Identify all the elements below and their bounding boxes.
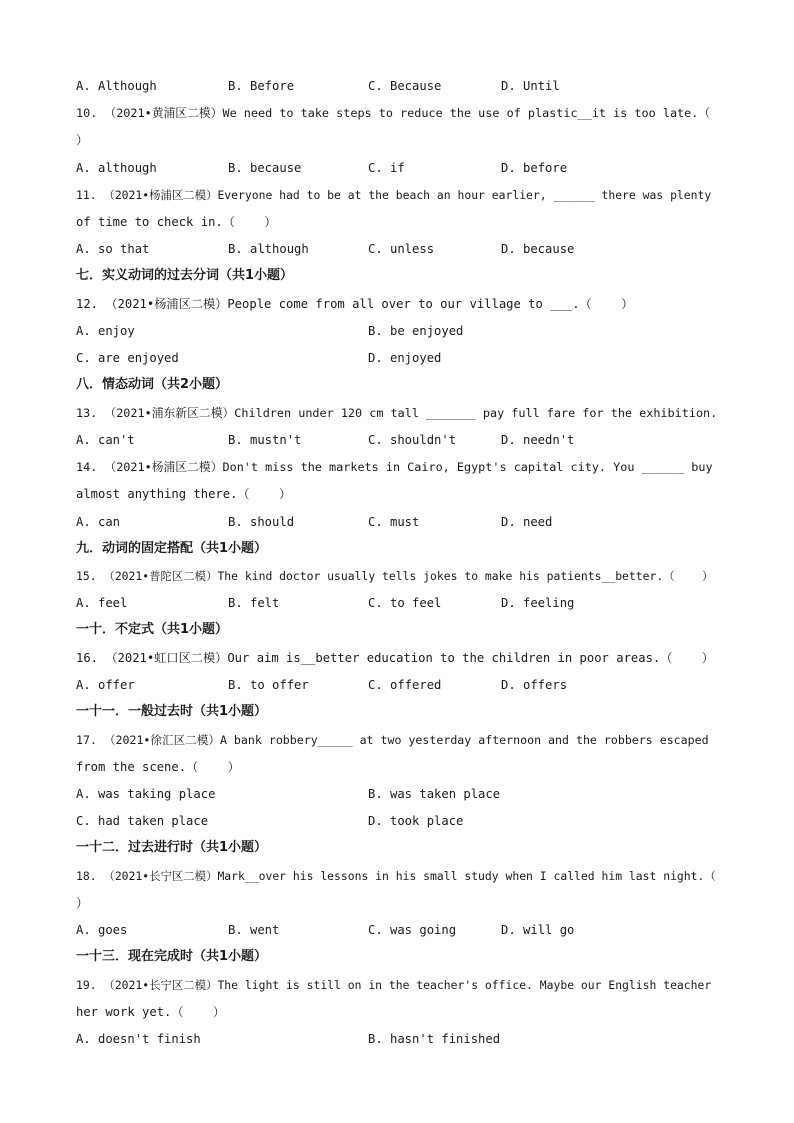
q17-stem-line2: from the scene.（ ）	[76, 760, 240, 774]
q16-option-b: B. to offer	[228, 678, 309, 692]
q17-option-a: A. was taking place	[76, 787, 216, 801]
section-heading-7: 七．实义动词的过去分词（共1小题）	[76, 268, 294, 283]
q13-option-a: A. can't	[76, 433, 135, 447]
q12-option-d: D. enjoyed	[368, 351, 442, 365]
q9-option-b: B. Before	[228, 79, 295, 93]
q14-option-b: B. should	[228, 515, 295, 529]
q15-stem-line1: 15. （2021•普陀区二模）The kind doctor usually tells jokes to make his patients__better.（ ）	[76, 569, 714, 583]
q16-option-d: D. offers	[501, 678, 568, 692]
section-heading-8: 八．情态动词（共2小题）	[76, 377, 229, 392]
q9-option-d: D. Until	[501, 79, 560, 93]
section-heading-10: 一十．不定式（共1小题）	[76, 622, 229, 637]
q11-stem-line2: of time to check in.（ ）	[76, 215, 277, 229]
q10-option-d: D. before	[501, 161, 568, 175]
q12-stem-line1: 12. （2021•杨浦区二模）People come from all over to our village to ___.（ ）	[76, 297, 634, 311]
q10-option-a: A. although	[76, 161, 157, 175]
q13-stem-line1: 13. （2021•浦东新区二模）Children under 120 cm tall _______ pay full fare for the exhibition.	[76, 406, 718, 420]
q15-option-a: A. feel	[76, 596, 128, 610]
q12-option-b: B. be enjoyed	[368, 324, 464, 338]
q17-stem-line1: 17. （2021•徐汇区二模）A bank robbery_____ at two yesterday afternoon and the robbers escaped	[76, 733, 709, 747]
q19-stem-line1: 19. （2021•长宁区二模）The light is still on in the teacher's office. Maybe our English teacher	[76, 978, 712, 992]
q10-option-b: B. because	[228, 161, 302, 175]
q12-option-a: A. enjoy	[76, 324, 135, 338]
q14-stem-line1: 14. （2021•杨浦区二模）Don't miss the markets in Cairo, Egypt's capital city. You ______ buy	[76, 460, 713, 474]
section-heading-9: 九．动词的固定搭配（共1小题）	[76, 541, 268, 556]
q18-option-a: A. goes	[76, 923, 128, 937]
q16-stem-line1: 16. （2021•虹口区二模）Our aim is__better education to the children in poor areas.（ ）	[76, 651, 714, 665]
q14-option-a: A. can	[76, 515, 121, 529]
q15-option-c: C. to feel	[368, 596, 442, 610]
q17-option-b: B. was taken place	[368, 787, 501, 801]
q18-option-c: C. was going	[368, 923, 457, 937]
q15-option-b: B. felt	[228, 596, 280, 610]
section-heading-12: 一十二．过去进行时（共1小题）	[76, 840, 268, 855]
q10-stem-line1: 10. （2021•黄浦区二模）We need to take steps to reduce the use of plastic__it is too late.（	[76, 106, 711, 120]
q9-option-c: C. Because	[368, 79, 442, 93]
q13-option-b: B. mustn't	[228, 433, 302, 447]
q18-option-b: B. went	[228, 923, 280, 937]
q14-option-c: C. must	[368, 515, 420, 529]
q9-option-a: A. Although	[76, 79, 157, 93]
q12-option-c: C. are enjoyed	[76, 351, 179, 365]
q16-option-c: C. offered	[368, 678, 442, 692]
section-heading-13: 一十三．现在完成时（共1小题）	[76, 949, 268, 964]
q13-option-c: C. shouldn't	[368, 433, 457, 447]
q17-option-c: C. had taken place	[76, 814, 209, 828]
q13-option-d: D. needn't	[501, 433, 575, 447]
q19-option-a: A. doesn't finish	[76, 1032, 201, 1046]
q10-option-c: C. if	[368, 161, 405, 175]
q14-stem-line2: almost anything there.（ ）	[76, 487, 292, 501]
q19-option-b: B. hasn't finished	[368, 1032, 501, 1046]
q19-stem-line2: her work yet.（ ）	[76, 1005, 226, 1019]
q18-option-d: D. will go	[501, 923, 575, 937]
q10-stem-line2: ）	[76, 133, 89, 147]
q11-option-d: D. because	[501, 242, 575, 256]
q16-option-a: A. offer	[76, 678, 135, 692]
q11-option-b: B. although	[228, 242, 309, 256]
q11-stem-line1: 11. （2021•杨浦区二模）Everyone had to be at the beach an hour earlier, ______ there was plenty	[76, 188, 712, 202]
q15-option-d: D. feeling	[501, 596, 575, 610]
q18-stem-line1: 18. （2021•长宁区二模）Mark__over his lessons in his small study when I called him last night.（	[76, 869, 716, 883]
q18-stem-line2: ）	[76, 896, 89, 910]
q14-option-d: D. need	[501, 515, 553, 529]
q17-option-d: D. took place	[368, 814, 464, 828]
section-heading-11: 一十一．一般过去时（共1小题）	[76, 704, 268, 719]
q11-option-a: A. so that	[76, 242, 150, 256]
q11-option-c: C. unless	[368, 242, 435, 256]
